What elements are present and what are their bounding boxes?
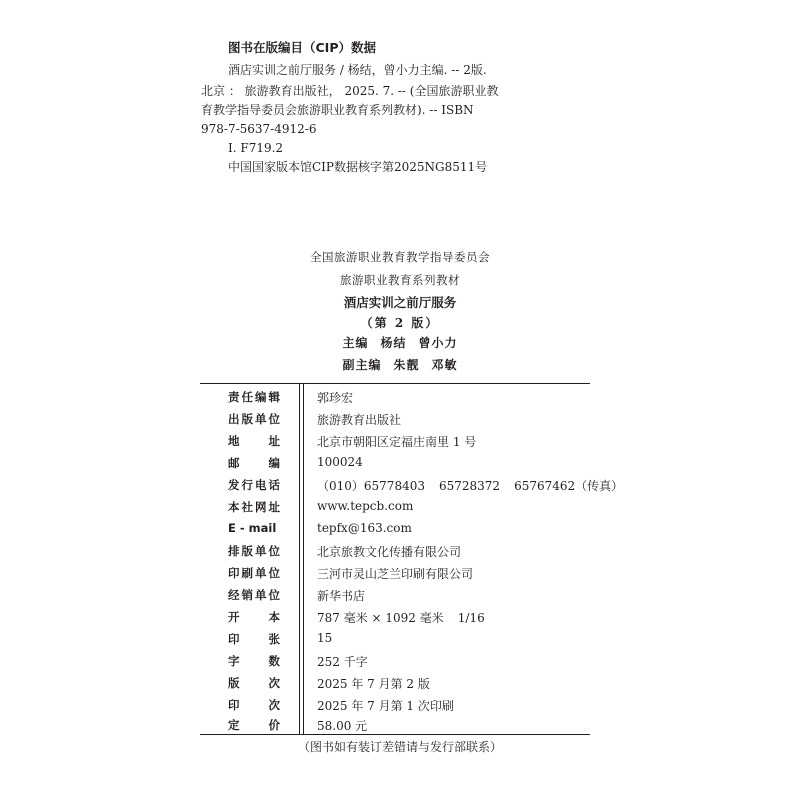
table-top-rule [200, 383, 590, 384]
row-value: 旅游教育出版社 [317, 413, 402, 427]
row-value: tepfx@163.com [317, 521, 412, 535]
row-label: 邮编 [228, 456, 280, 470]
table-row [200, 628, 600, 650]
deputy-editors-line [0, 356, 800, 373]
row-value: 三河市灵山芝兰印刷有限公司 [317, 567, 474, 581]
footer-note: （图书如有装订差错请与发行部联系） [297, 740, 502, 754]
row-label: 发行电话 [228, 478, 280, 492]
row-label: 定价 [228, 718, 280, 732]
deputy-label: 副主编 [342, 358, 382, 372]
table-row [200, 584, 600, 606]
cip-line-3: 育教学指导委员会旅游职业教育系列教材). -- ISBN [201, 103, 474, 117]
editors-label: 主编 [342, 336, 369, 350]
table-row [200, 518, 600, 540]
editor-2: 曾小力 [418, 336, 458, 350]
table-row [200, 606, 600, 628]
table-row [200, 386, 600, 408]
table-row [200, 452, 600, 474]
row-value: 新华书店 [317, 589, 366, 603]
cip-line-2: 北京 ： 旅游教育出版社， 2025. 7. -- (全国旅游职业教 [201, 84, 499, 98]
row-value: 100024 [317, 455, 363, 469]
format-fold: 1/16 [457, 611, 485, 625]
table-row [200, 714, 600, 736]
editor-1: 杨结 [380, 336, 407, 350]
row-label: E - mail [228, 521, 277, 535]
row-value: www.tepcb.com [317, 499, 414, 513]
row-value: 58.00 元 [317, 719, 368, 733]
table-row [200, 562, 600, 584]
committee-name: 全国旅游职业教育教学指导委员会 [310, 250, 490, 264]
table-row [200, 496, 600, 518]
table-row [200, 672, 600, 694]
editors-line [0, 334, 800, 351]
row-value: 252 千字 [317, 655, 368, 669]
row-label: 印张 [228, 632, 280, 646]
row-value: 郭珍宏 [317, 391, 354, 405]
row-label: 版次 [228, 676, 280, 690]
format-size: 787 毫米 × 1092 毫米 [317, 611, 444, 625]
row-label: 字数 [228, 654, 280, 668]
row-value: 北京旅教文化传播有限公司 [317, 545, 462, 559]
row-value: 2025 年 7 月第 2 版 [317, 677, 430, 691]
phone-fax: 65767462（传真） [514, 479, 624, 493]
row-label: 经销单位 [228, 588, 280, 602]
phone-1: （010）65778403 [317, 479, 425, 493]
row-label: 印刷单位 [228, 566, 280, 580]
row-value: 15 [317, 631, 333, 645]
table-row [200, 540, 600, 562]
row-value [317, 609, 485, 626]
deputy-1: 朱靓 [393, 358, 420, 372]
table-row [200, 474, 624, 496]
row-label: 地址 [228, 434, 280, 448]
cip-line-1: 酒店实训之前厅服务 / 杨结，曾小力主编. -- 2版. [228, 63, 487, 77]
row-label: 开本 [228, 610, 280, 624]
row-label: 出版单位 [228, 412, 280, 426]
row-value: 北京市朝阳区定福庄南里 1 号 [317, 435, 477, 449]
row-value [317, 477, 623, 494]
table-row [200, 430, 600, 452]
table-row [200, 694, 600, 716]
series-name: 旅游职业教育系列教材 [340, 273, 460, 287]
row-label: 排版单位 [228, 544, 280, 558]
row-label: 印次 [228, 698, 280, 712]
phone-2: 65728372 [438, 479, 501, 493]
cip-line-5: Ⅰ. F719.2 [228, 141, 284, 155]
row-value: 2025 年 7 月第 1 次印刷 [317, 699, 454, 713]
book-title: 酒店实训之前厅服务 [343, 295, 457, 310]
cip-line-6: 中国国家版本馆CIP数据核字第2025NG8511号 [228, 160, 488, 174]
cip-title: 图书在版编目（CIP）数据 [228, 40, 376, 55]
row-label: 责任编辑 [228, 390, 280, 404]
row-label: 本社网址 [228, 500, 280, 514]
table-row [200, 408, 600, 430]
table-row [200, 650, 600, 672]
edition: （第 2 版） [360, 316, 440, 330]
cip-line-4: 978-7-5637-4912-6 [201, 122, 317, 136]
deputy-2: 邓敏 [431, 358, 458, 372]
